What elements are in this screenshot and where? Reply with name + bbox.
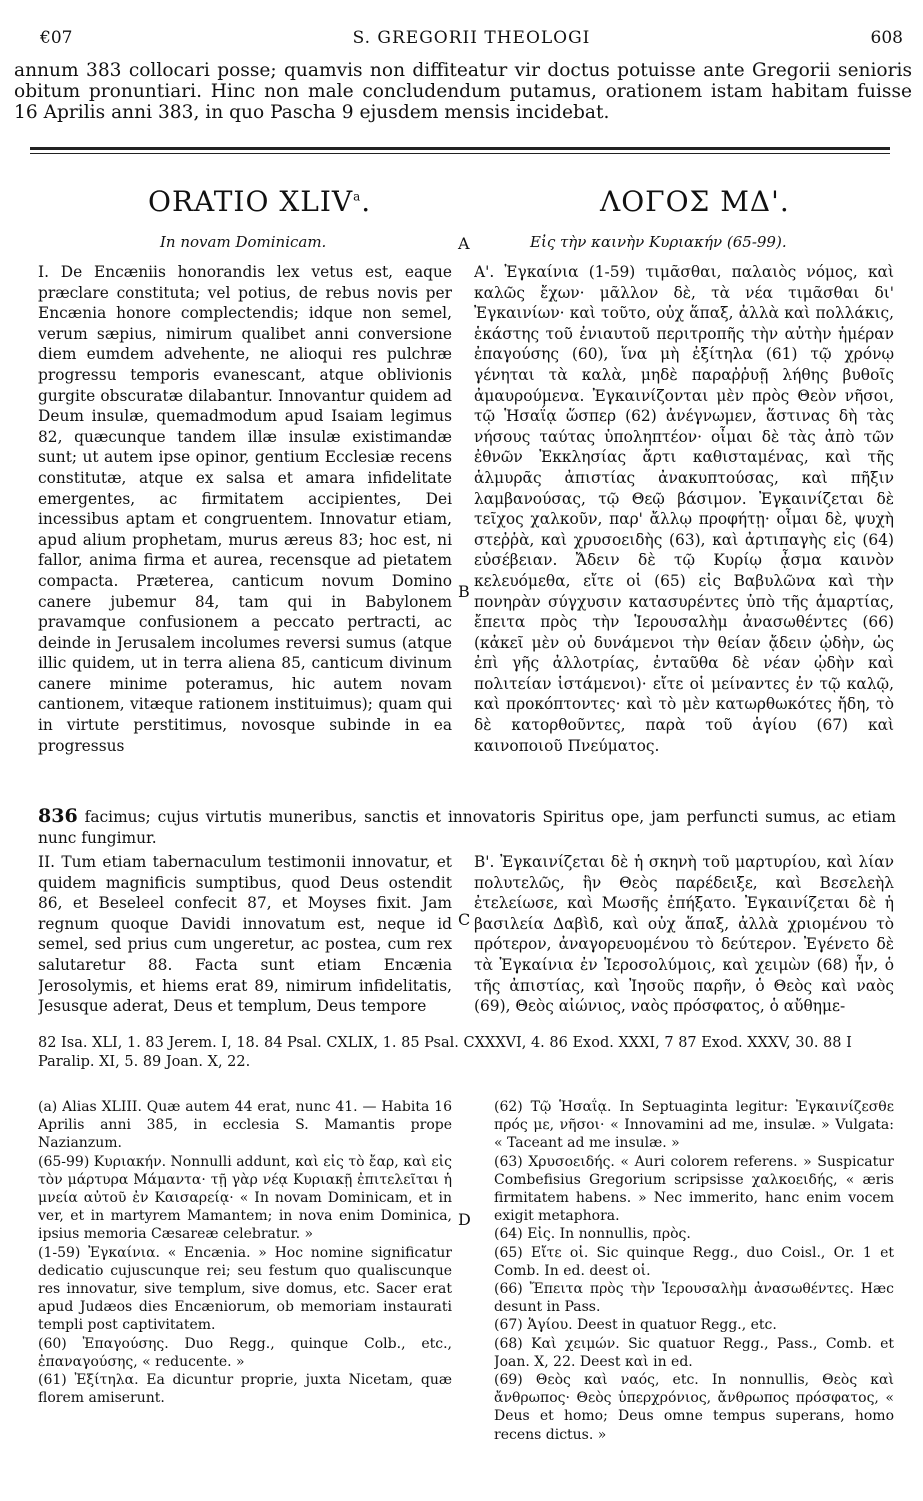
greek-column-1 [474, 262, 894, 818]
latin-column-2 [38, 852, 452, 1028]
page-number-right: 608 [870, 28, 903, 48]
note: (65-99) Κυριακήν. Nonnulli addunt, καὶ εἰς τὸ ἔαρ, καὶ εἰς τὸν μάρτυρα Μάμαντα· τῇ γὰρ νέᾳ Κυριακῇ ἐπιτελεῖται ἡ μνεία αὐτοῦ ἐν Καισαρείᾳ· « In novam Dominicam, et in ver, et in martyrem Mamantem; in nova enim Dominica, ipsius memoria Cæsareæ celebratur. » [38, 1153, 452, 1243]
latin-title-text: ORATIO XLIV [148, 185, 354, 218]
latin-paragraph-2: II. Tum etiam tabernaculum testimonii innovatur, et quidem magnificis sumptibus, quod Deus ostendit 86, et Beseleel confecit 87, et Moyses fixit. Jam regnum quoque Davidi innovatum est, neque id semel, sed prius cum ungeretur, ac postea, cum rex salutaretur 88. Facta sunt etiam Encænia Jerosolymis, et hiems erat 89, nimirum infidelitatis, Jesusque aderat, Deus et templum, Deus tempore [38, 853, 452, 1016]
latin-paragraph-1: I. De Encæniis honorandis lex vetus est, eaque præclare constituta; vel potius, de rebus novis per Encænia honore complectendis; idque non semel, verum sæpius, nimirum qualibet anni conversione diem eumdem advehente, ne alioqui res pulchræ progressu temporis evanescant, atque oblivionis gurgite obscuratæ dilabantur. Innovantur quidem ad Deum insulæ, quemadmodum apud Isaiam legimus 82, quæcunque tandem illæ insulæ existimandæ sunt; ut autem ipse opinor, gentium Ecclesiæ recens constitutæ, atque ex salsa et amara infidelitate emergentes, ac firmitatem accipientes, Dei incessibus aptam et congruentem. Innovatur etiam, apud alium prophetam, murus æreus 83; hoc est, ni fallor, anima firma et aurea, recensque ad pietatem compacta. Præterea, canticum novum Domino canere jubemur 84, tam qui in Babylonem pravamque confusionem a peccato pertracti, ac deinde in Jerusalem incolumes reversi sumus (atque illic quidem, ut in terra aliena 85, canticum divinum canere minime poteramus, hic autem novam cantionem, vitæque rationem instituimus); quam qui in virtute perstitimus, novosque subinde in ea progressus [38, 263, 452, 755]
greek-paragraph-2: Β'. Ἐγκαινίζεται δὲ ἡ σκηνὴ τοῦ μαρτυρίου, καὶ λίαν πολυτελῶς, ἣν Θεὸς παρέδειξε, καὶ Βεσελεὴλ ἐτελείωσε, καὶ Μωσῆς ἐπήξατο. Ἐγκαινίζεται δὲ ἡ βασιλεία Δαβὶδ, καὶ οὐχ ἅπαξ, ἀλλὰ χριομένου τὸ πρότερον, ἀναγορευομένου τὸ δεύτερον. Ἐγένετο δὲ τὰ Ἐγκαίνια ἐν Ἱεροσολύμοις, καὶ χειμὼν (68) ἦν, ὁ τῆς ἀπιστίας, καὶ Ἰησοῦς παρῆν, ὁ Θεὸς καὶ ναὸς (69), Θεὸς αἰώνιος, ναὸς πρόσφατος, ὁ αὔθημε- [474, 853, 894, 1016]
latin-span-line [38, 806, 896, 852]
note: (1-59) Ἐγκαίνια. « Encænia. » Hoc nomine significatur dedicatio cujuscunque rei; seu festum quo qualiscunque res innovatur, sive templum, sive domus, etc. Sacer erat apud Judæos dies Encæniorum, ob memoriam instaurati templi post captivitatem. [38, 1244, 452, 1334]
latin-title: ORATIO XLIV$^a$. [148, 185, 372, 218]
greek-title: ΛΟΓΟΣ ΜΔ'. [600, 185, 790, 218]
greek-column-2 [474, 852, 894, 1028]
divider-rule [30, 147, 890, 150]
greek-subtitle: Εἰς τὴν καινὴν Κυριακήν (65-99). [530, 233, 787, 251]
intro-paragraph: annum 383 collocari posse; quamvis non diffiteatur vir doctus potuisse ante Gregorii senioris obitum pronuntiari. Hinc non male concludendum putamus, orationem istam habitam fuisse 16 Aprilis anni 383, in quo Pascha 9 ejusdem mensis incidebat. [14, 60, 912, 123]
latin-column-1 [38, 262, 452, 818]
greek-paragraph-1: Α'. Ἐγκαίνια (1-59) τιμᾶσθαι, παλαιὸς νόμος, καὶ καλῶς ἔχων· μᾶλλον δὲ, τὰ νέα τιμᾶσθαι δι' Ἐγκαινίων· καὶ τοῦτο, οὐχ ἅπαξ, ἀλλὰ καὶ πολλάκις, ἑκάστης τοῦ ἐνιαυτοῦ περιτροπῆς τὴν αὐτὴν ἡμέραν ἐπαγούσης (60), ἵνα μὴ ἐξίτηλα (61) τῷ χρόνῳ γένηται τὰ καλὰ, μηδὲ παραῤῥυῇ λήθης βυθοῖς ἀμαυρούμενα. Ἐγκαινίζονται μὲν πρὸς Θεὸν νῆσοι, τῷ Ἡσαΐᾳ ὥσπερ (62) ἀνέγνωμεν, ἅστινας δὴ τὰς νήσους ταύτας ὑποληπτέον· οἶμαι δὲ τὰς ἀπὸ τῶν ἐθνῶν Ἐκκλησίας ἄρτι καθισταμένας, καὶ τῆς ἁλμυρᾶς ἀπιστίας ἀνακυπτούσας, καὶ πῆξιν λαμβανούσας, τῷ Θεῷ βάσιμον. Ἐγκαινίζεται δὲ τεῖχος χαλκοῦν, παρ' ἄλλῳ προφήτῃ· οἶμαι δὲ, ψυχὴ στεῤῥὰ, καὶ χρυσοειδὴς (63), καὶ ἀρτιπαγὴς εἰς (64) εὐσέβειαν. Ἄδειν δὲ τῷ Κυρίῳ ᾆσμα καινὸν κελευόμεθα, εἴτε οἱ (65) εἰς Βαβυλῶνα καὶ τὴν πονηρὰν σύγχυσιν κατασυρέντες ὑπὸ τῆς ἁμαρτίας, ἔπειτα πρὸς τὴν Ἱερουσαλὴμ ἀνασωθέντες (66) (κἀκεῖ μὲν οὐ δυνάμενοι τὴν θείαν ᾄδειν ᾠδὴν, ὡς ἐπὶ γῆς ἀλλοτρίας, ἐνταῦθα δὲ νέαν ᾠδὴν καὶ πολιτείαν ἱστάμενοι)· εἴτε οἱ μείναντες ἐν τῷ καλῷ, καὶ προκόπτοντες· καὶ τὸ μὲν κατωρθωκότες ἤδη, τὸ δὲ κατορθοῦντες, παρὰ τοῦ ἁγίου (67) καὶ καινοποιοῦ Πνεύματος. [474, 263, 894, 755]
notes-right [494, 1098, 894, 1478]
note: (64) Εἰς. In nonnullis, πρὸς. [494, 1226, 691, 1243]
scripture-references: 82 Isa. XLI, 1. 83 Jerem. I, 18. 84 Psal. CXLIX, 1. 85 Psal. CXXXVI, 4. 86 Exod. XXXI, 7 87 Exod. XXXV, 30. 88 I Paralip. XI, 5. 89 Joan. X, 22. [38, 1035, 852, 1070]
page-number-left: €07 [40, 28, 73, 48]
margin-letter-a: A [458, 234, 470, 253]
latin-paragraph-1-end: facimus; cujus virtutis muneribus, sanctis et innovatoris Spiritus ope, jam perfuncti sumus, ac etiam nunc fungimur. [38, 808, 896, 847]
migne-column-number: 836 [38, 806, 78, 827]
running-header [40, 28, 903, 52]
latin-title-sup: a [353, 189, 362, 204]
divider-rule-thin [30, 153, 890, 154]
note: (65) Εἴτε οἱ. Sic quinque Regg., duo Coisl., Or. 1 et Comb. In ed. deest οἱ. [494, 1244, 894, 1279]
notes-left [38, 1098, 452, 1478]
note: (62) Τῷ Ἡσαΐᾳ. In Septuaginta legitur: Ἐγκαινίζεσθε πρός με, νῆσοι· « Innovamini ad me, insulæ. » Vulgata: « Taceant ad me insulæ. » [494, 1099, 894, 1152]
running-title: S. GREGORII THEOLOGI [352, 28, 591, 48]
note: (67) Ἁγίου. Deest in quatuor Regg., etc. [494, 1317, 777, 1334]
margin-letter-c: C [458, 910, 471, 929]
margin-letter-b: B [458, 582, 470, 601]
note: (69) Θεὸς καὶ ναός, etc. In nonnullis, Θεὸς καὶ ἄνθρωπος· Θεὸς ὑπερχρόνιος, ἄνθρωπος πρόσφατος, « Deus et homo; Deus omne tempus superans, homo recens dictus. » [494, 1372, 894, 1443]
note: (66) Ἔπειτα πρὸς τὴν Ἱερουσαλὴμ ἀνασωθέντες. Hæc desunt in Pass. [494, 1281, 894, 1316]
note: (a) Alias XLIII. Quæ autem 44 erat, nunc 41. — Habita 16 Aprilis anni 385, in ecclesia S. Mamantis prope Nazianzum. [38, 1099, 452, 1152]
note: (61) Ἐξίτηλα. Ea dicuntur proprie, juxta Nicetam, quæ florem amiserunt. [38, 1372, 452, 1407]
latin-subtitle: In novam Dominicam. [160, 233, 327, 251]
margin-letter-d: D [458, 1210, 471, 1229]
note: (63) Χρυσοειδής. « Auri colorem referens. » Suspicatur Combefisius Gregorium scripsisse χαλκοειδής, « æris firmitatem habens. » Nec immerito, hanc enim vocem exigit metaphora. [494, 1153, 894, 1225]
note: (60) Ἐπαγούσης. Duo Regg., quinque Colb., etc., ἐπαναγούσης, « reducente. » [38, 1335, 452, 1370]
note: (68) Καὶ χειμών. Sic quatuor Regg., Pass., Comb. et Joan. X, 22. Deest καὶ in ed. [494, 1335, 894, 1370]
